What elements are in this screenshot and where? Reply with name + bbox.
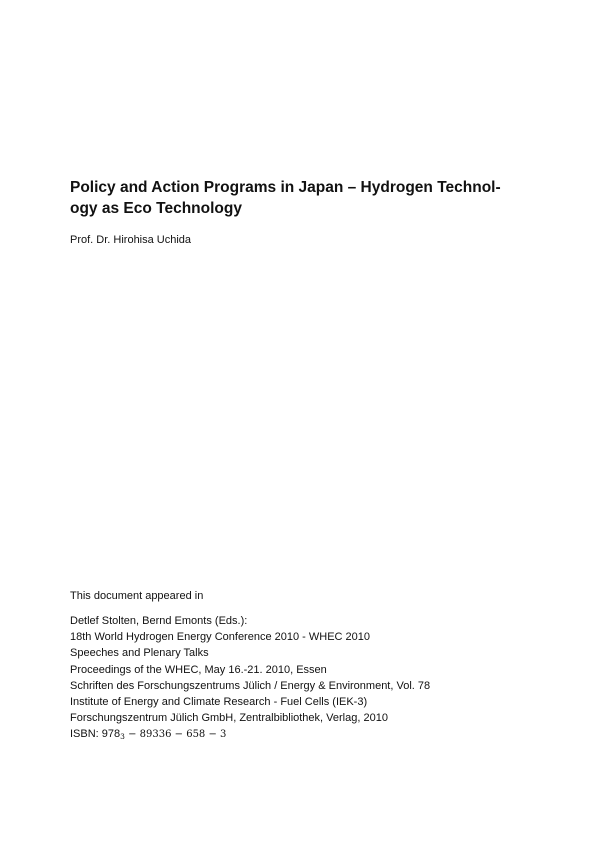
isbn-rest: − 89336 − 658 − 3 — [124, 729, 227, 741]
citation-conference: 18th World Hydrogen Energy Conference 2010 - WHEC 2010 — [70, 631, 371, 644]
appeared-intro: This document appeared in — [70, 590, 204, 602]
citation-institute: Institute of Energy and Climate Research - Fuel Cells (IEK-3) — [70, 696, 368, 709]
title-line-1: Policy and Action Programs in Japan – Hydrogen Technol- — [70, 179, 501, 196]
isbn-label: ISBN: 978 — [70, 728, 121, 741]
isbn-subscript: 3 — [120, 732, 125, 742]
page-title — [70, 177, 532, 219]
citation-block — [70, 613, 430, 746]
author-name: Prof. Dr. Hirohisa Uchida — [70, 234, 192, 246]
citation-editors: Detlef Stolten, Bernd Emonts (Eds.): — [70, 615, 248, 627]
citation-proceedings: Proceedings of the WHEC, May 16.-21. 2010, Essen — [70, 663, 327, 676]
citation-isbn — [70, 726, 430, 745]
title-line-2: ogy as Eco Technology — [70, 200, 242, 217]
citation-volume-title: Speeches and Plenary Talks — [70, 647, 209, 660]
citation-publisher: Forschungszentrum Jülich GmbH, Zentralbibliothek, Verlag, 2010 — [70, 712, 388, 725]
citation-series: Schriften des Forschungszentrums Jülich / Energy & Environment, Vol. 78 — [70, 679, 431, 692]
